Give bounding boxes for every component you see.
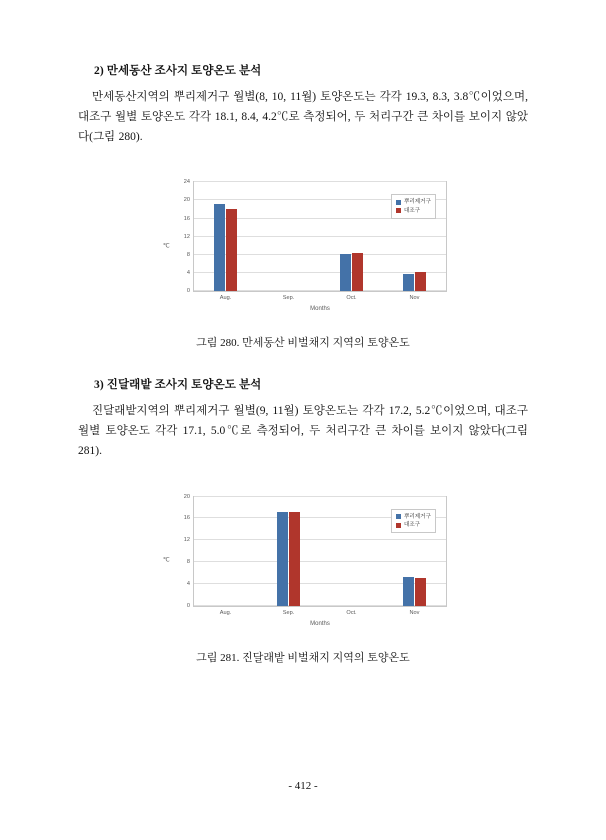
y-axis-tick-label: 12 bbox=[183, 537, 190, 544]
chart-legend bbox=[391, 194, 436, 219]
chart-bar bbox=[352, 253, 363, 291]
chart-legend bbox=[391, 509, 436, 534]
legend-item bbox=[396, 513, 431, 521]
figure-280 bbox=[78, 173, 528, 350]
figure-caption-281: 그림 281. 진달래밭 비벌채지 지역의 토양온도 bbox=[196, 651, 410, 664]
x-axis-tick-label: Sep. bbox=[282, 609, 295, 616]
x-axis-tick-label: Aug. bbox=[219, 295, 232, 302]
page-number: - 412 - bbox=[288, 780, 318, 792]
paragraph-text: 만세동산지역의 뿌리제거구 월별(8, 10, 11월) 토양온도는 각각 19.3, 8.3, 3.8℃이었으며, 대조구 월별 토양온도 각각 18.1, 8.4, 4.2℃로 측정되어, 두 처리구간 큰 차이를 보이지 않았다(그림 280). bbox=[78, 91, 528, 143]
x-axis-tick-label: Oct. bbox=[346, 609, 357, 616]
figure-caption-280: 그림 280. 만세동산 비벌채지 지역의 토양온도 bbox=[196, 337, 410, 350]
legend-swatch bbox=[396, 208, 401, 213]
legend-label: 대조구 bbox=[403, 521, 421, 528]
page-content bbox=[78, 62, 528, 665]
chart-bar bbox=[214, 204, 225, 292]
legend-label: 뿌리제거구 bbox=[403, 199, 431, 206]
chart-plot-area bbox=[183, 179, 447, 302]
legend-swatch bbox=[396, 200, 401, 205]
chart-category-group bbox=[194, 497, 257, 616]
section-heading-1: 2) 만세동산 조사지 토양온도 분석 bbox=[94, 65, 262, 77]
x-axis-title: Months bbox=[310, 620, 330, 627]
chart-bar bbox=[289, 512, 300, 605]
y-axis-tick-label: 20 bbox=[183, 197, 190, 204]
y-axis-tick-label: 8 bbox=[186, 559, 190, 565]
y-axis-tick-label: 16 bbox=[183, 215, 190, 222]
x-axis-tick-label: Nov bbox=[409, 609, 420, 616]
chart-category-group bbox=[194, 182, 257, 302]
legend-label: 대조구 bbox=[403, 207, 421, 214]
chart-soil-temperature-jindalrae bbox=[153, 488, 453, 633]
x-axis-tick-label: Aug. bbox=[219, 609, 232, 616]
paragraph-text: 진달래밭지역의 뿌리제거구 월별(9, 11월) 토양온도는 각각 17.2, 5.2℃이었으며, 대조구 월별 토양온도 각각 17.1, 5.0℃로 측정되어, 두 처리구간 큰 차이를 보이지 않았다(그림 281). bbox=[78, 405, 528, 457]
chart-bar bbox=[277, 512, 288, 606]
y-axis-title: ℃ bbox=[163, 243, 170, 250]
chart-bar bbox=[415, 272, 426, 291]
y-axis-tick-label: 4 bbox=[186, 580, 190, 587]
chart-plot-area bbox=[183, 493, 447, 616]
chart-category-group bbox=[257, 182, 320, 302]
legend-item bbox=[396, 198, 431, 206]
x-axis-title: Months bbox=[310, 306, 330, 313]
y-axis-tick-label: 0 bbox=[186, 288, 190, 295]
legend-label: 뿌리제거구 bbox=[403, 513, 431, 520]
y-axis-tick-label: 0 bbox=[186, 602, 190, 609]
x-axis-tick-label: Nov bbox=[409, 295, 420, 302]
legend-item bbox=[396, 207, 431, 215]
chart-category-group bbox=[320, 182, 383, 302]
section-paragraph-1 bbox=[78, 88, 528, 147]
section-heading-2: 3) 진달래밭 조사지 토양온도 분석 bbox=[94, 379, 262, 392]
x-axis-tick-label: Sep. bbox=[282, 295, 295, 302]
section-paragraph-2 bbox=[78, 402, 528, 461]
chart-bar bbox=[340, 254, 351, 292]
legend-swatch bbox=[396, 514, 401, 519]
y-axis-title: ℃ bbox=[163, 557, 170, 564]
legend-swatch bbox=[396, 523, 401, 528]
chart-category-group bbox=[257, 497, 320, 616]
chart-bar bbox=[415, 578, 426, 605]
y-axis-tick-label: 12 bbox=[183, 233, 190, 240]
x-axis-tick-label: Oct. bbox=[346, 295, 357, 302]
chart-bar bbox=[403, 577, 414, 605]
y-axis-tick-label: 4 bbox=[186, 270, 190, 277]
chart-bar bbox=[403, 274, 414, 291]
chart-category-group bbox=[320, 497, 383, 616]
chart-soil-temperature-manse bbox=[153, 173, 453, 318]
y-axis-tick-label: 8 bbox=[186, 251, 190, 258]
chart-bar bbox=[226, 209, 237, 291]
y-axis-tick-label: 20 bbox=[183, 493, 190, 500]
figure-281 bbox=[78, 488, 528, 665]
legend-item bbox=[396, 521, 431, 529]
y-axis-tick-label: 16 bbox=[183, 515, 190, 522]
y-axis-tick-label: 24 bbox=[183, 179, 190, 186]
